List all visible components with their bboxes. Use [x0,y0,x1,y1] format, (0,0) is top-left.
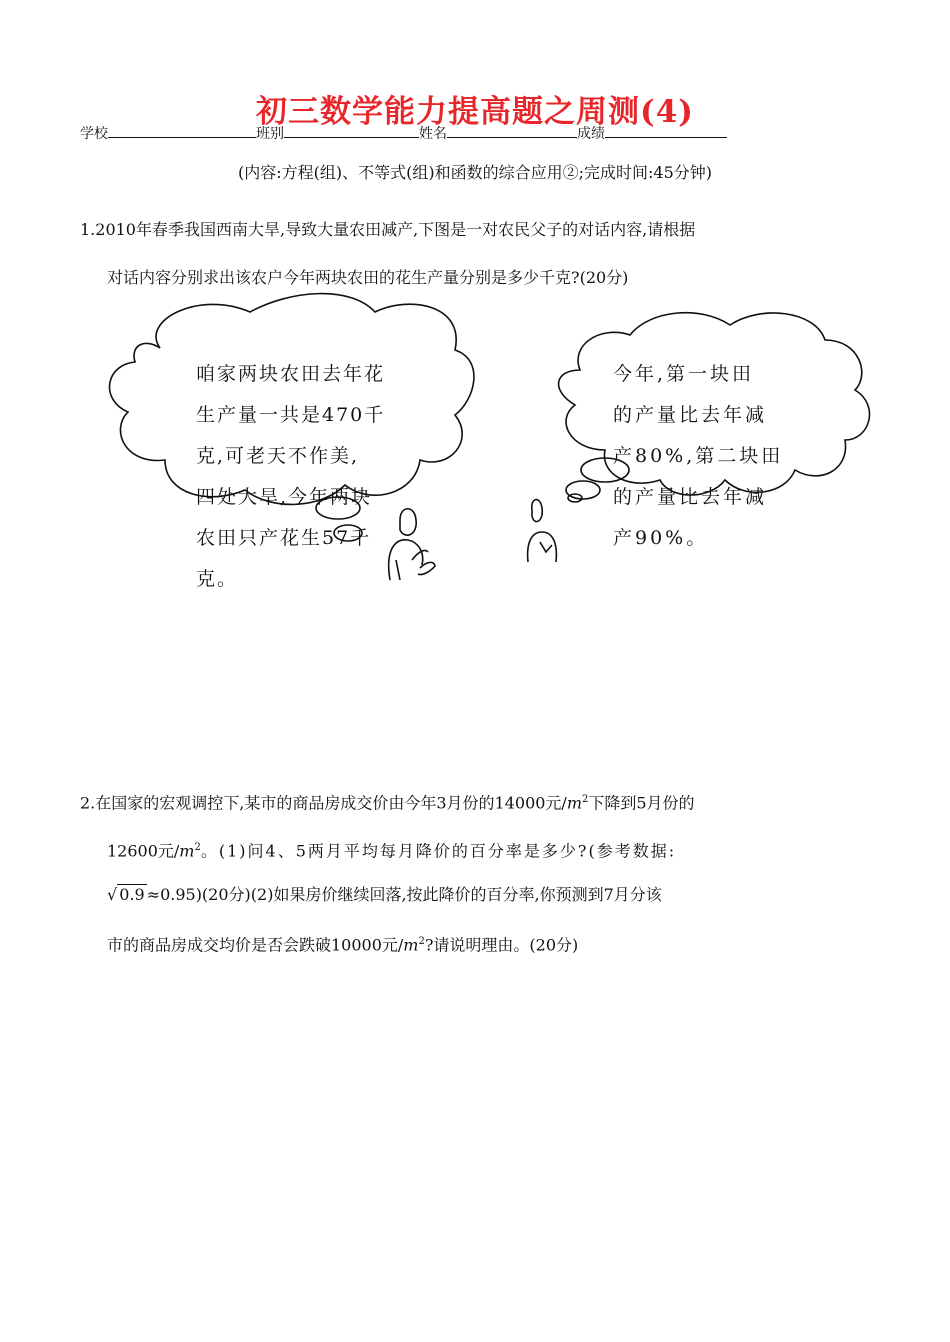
son-speech-line: 产90%。 [613,527,709,549]
page-title: 初三数学能力提高题之周测(4) [256,94,694,130]
score-label: 成绩 [577,126,605,142]
son-speech-line: 今年,第一块田 [613,363,755,385]
question-2-text: 下降到5月份的 [588,793,695,813]
right-thought-dot-medium [566,481,600,499]
unit-m: m [566,793,582,813]
student-info-line [80,123,727,143]
question-2-line-3 [107,882,887,907]
question-2-text: 2.在国家的宏观调控下,某市的商品房成交价由今年3月份的14000元/ [80,793,567,813]
unit-exponent: 2 [582,794,589,805]
question-2-text: 。(1)问4、5两月平均每月降价的百分率是多少?(参考数据: [200,841,677,861]
question-1-line-2: 对话内容分别求出该农户今年两块农田的花生产量分别是多少千克?(20分) [107,268,629,287]
question-2-line-2 [107,835,887,863]
father-speech-line: 克。 [196,568,239,590]
sqrt-expression: √ 0.9 [107,885,145,904]
question-2-text: 12600元/ [107,841,180,861]
unit-m: m [179,841,195,861]
son-speech-line: 的产量比去年减 [613,486,768,508]
score-field[interactable] [605,123,727,138]
name-label: 姓名 [419,126,447,142]
son-figure-icon [528,500,557,562]
question-2-text: )(20分)(2)如果房价继续回落,按此降价的百分率,你预测到7月分该 [195,885,662,904]
son-speech-line: 产80%,第二块田 [613,445,784,467]
school-label: 学校 [80,126,108,142]
radicand: 0.9 [119,885,145,904]
father-speech [196,354,406,600]
son-speech-line: 的产量比去年减 [613,404,768,426]
father-speech-line: 克,可老天不作美, [196,445,360,467]
question-2-line-1 [80,787,880,815]
question-1-line-1: 1.2010年春季我国西南大旱,导致大量农田减产,下图是一对农民父子的对话内容,请根据 [80,220,696,239]
son-speech [613,354,793,559]
school-field[interactable] [108,123,256,138]
question-2-line-4 [107,929,887,957]
father-speech-line: 生产量一共是470千 [196,404,386,426]
unit-m: m [403,935,419,955]
class-label: 班别 [256,126,284,142]
father-speech-line: 四处大旱,今年两块 [196,486,373,508]
approx-value: ≈0.95 [146,885,196,904]
content-subtitle: (内容:方程(组)、不等式(组)和函数的综合应用②;完成时间:45分钟) [238,163,712,182]
unit-exponent: 2 [194,842,201,853]
name-field[interactable] [447,123,577,138]
question-2-text: 市的商品房成交均价是否会跌破10000元/ [107,935,404,955]
father-speech-line: 咱家两块农田去年花 [196,363,386,385]
question-2-text: ?请说明理由。(20分) [424,935,579,955]
unit-exponent: 2 [418,936,425,947]
class-field[interactable] [284,123,419,138]
father-speech-line: 农田只产花生57千 [196,527,372,549]
